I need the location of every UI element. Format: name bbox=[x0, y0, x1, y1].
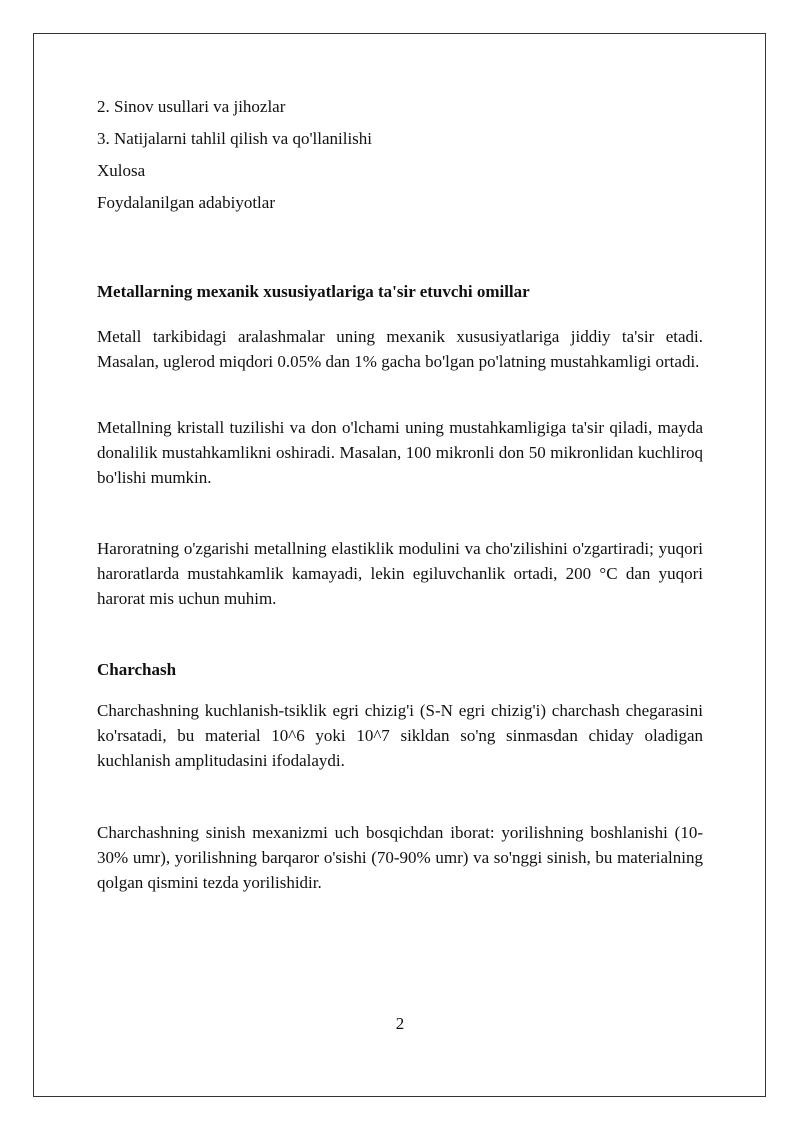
toc-item: 2. Sinov usullari va jihozlar bbox=[97, 97, 286, 116]
paragraph: Metallning kristall tuzilishi va don o'lchami uning mustahkamligiga ta'sir qiladi, mayda donalilik mustahkamlikni oshiradi. Masalan, 100 mikronli don 50 mikronlidan kuchliroq bo'lishi mumkin. bbox=[97, 418, 703, 487]
paragraph: Metall tarkibidagi aralashmalar uning mexanik xususiyatlariga jiddiy ta'sir etadi. Masalan, uglerod miqdori 0.05% dan 1% gacha bo'lgan po'latning mustahkamligi ortadi. bbox=[97, 327, 703, 371]
paragraph: Charchashning sinish mexanizmi uch bosqichdan iborat: yorilishning boshlanishi (10-30% umr), yorilishning barqaror o'sishi (70-90% umr) va so'nggi sinish, bu materialning qolgan qismini tezda yorilishidir. bbox=[97, 823, 703, 892]
toc-item: Foydalanilgan adabiyotlar bbox=[97, 193, 275, 212]
page-content bbox=[97, 94, 703, 895]
paragraph: Charchashning kuchlanish-tsiklik egri chizig'i (S-N egri chizig'i) charchash chegarasini ko'rsatadi, bu material 10^6 yoki 10^7 sikldan so'ng sinmasdan chiday oladigan kuchlanish amplitudasini ifodalaydi. bbox=[97, 701, 703, 770]
page-number: 2 bbox=[395, 1014, 405, 1033]
section-heading: Charchash bbox=[97, 660, 177, 679]
toc-item: Xulosa bbox=[97, 161, 146, 180]
section-heading: Metallarning mexanik xususiyatlariga ta'sir etuvchi omillar bbox=[97, 282, 530, 301]
paragraph: Haroratning o'zgarishi metallning elastiklik modulini va cho'zilishini o'zgartiradi; yuqori haroratlarda mustahkamlik kamayadi, lekin egiluvchanlik ortadi, 200 °C dan yuqori harorat mis uchun muhim. bbox=[97, 539, 703, 608]
toc-item: 3. Natijalarni tahlil qilish va qo'llanilishi bbox=[97, 129, 373, 148]
